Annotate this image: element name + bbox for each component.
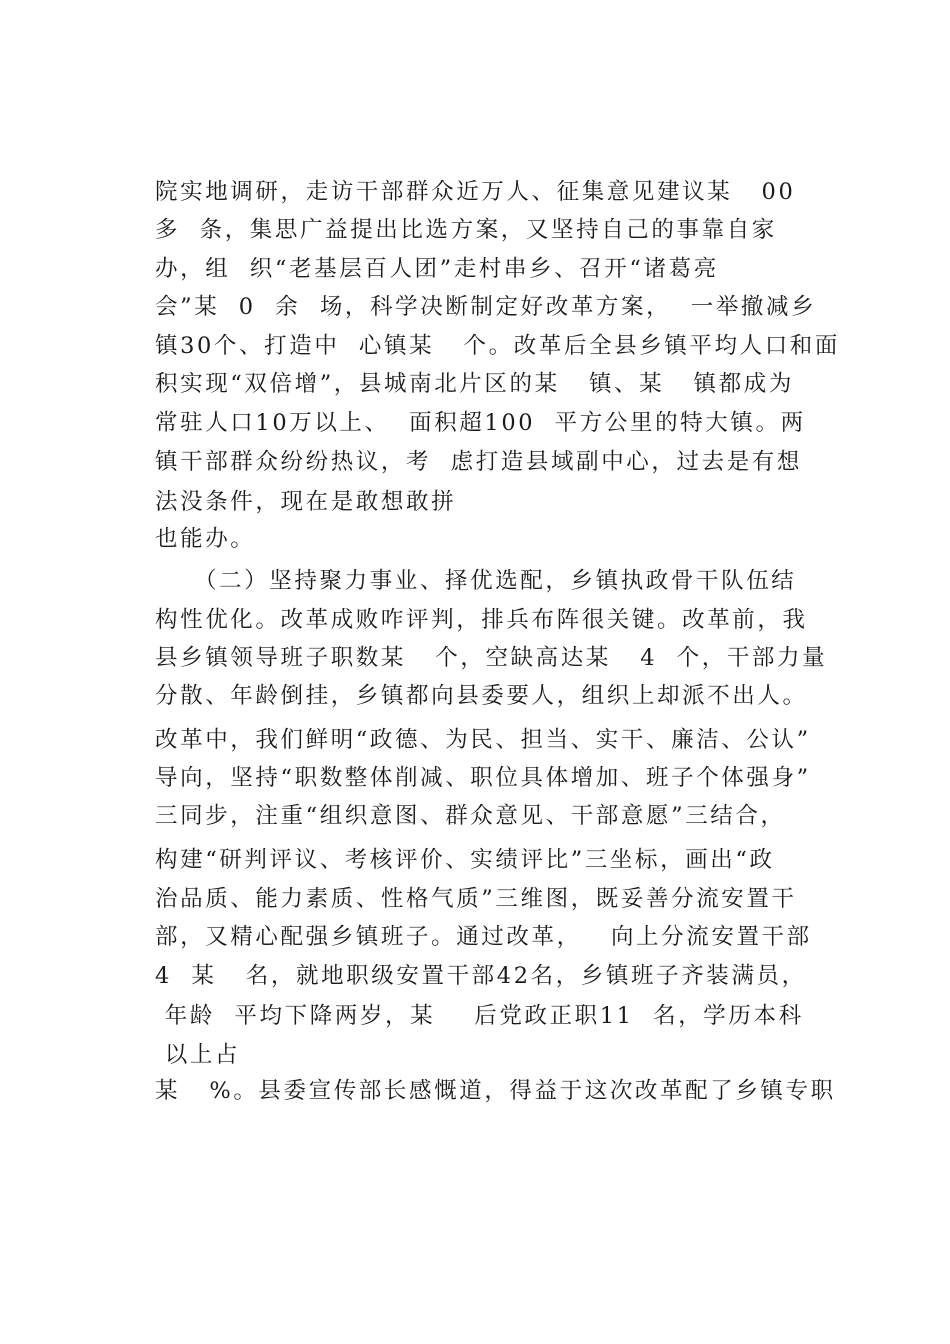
text-line: 4 某 名，就地职级安置干部42名，乡镇班子齐装满员， [155, 963, 807, 989]
text-line: 以上占 [155, 1042, 241, 1068]
text-line: 部，又精心配强乡镇班子。通过改革， 向上分流安置干部 [155, 924, 812, 950]
text-line: 也能办。 [155, 526, 256, 552]
text-line: 构建“研判评议、考核评价、实绩评比”三坐标，画出“政 [155, 847, 775, 873]
text-line: 三同步，注重“组织意图、群众意见、干部意愿”三结合， [155, 803, 786, 829]
text-line: 镇30个、打造中 心镇某 个。改革后全县乡镇平均人口和面 [155, 333, 840, 359]
text-line: 某 %。县委宣传部长感慨道，得益于这次改革配了乡镇专职 [155, 1078, 836, 1104]
text-line: 会”某 0 余 场，科学决断制定好改革方案， 一举撤减乡 [155, 294, 817, 320]
text-line: 县乡镇领导班子职数某 个，空缺高达某 4 个，干部力量 [155, 645, 828, 671]
text-line: 改革中，我们鲜明“政德、为民、担当、实干、廉洁、公认” [155, 727, 811, 753]
paragraph-first-line: （二）坚持聚力事业、择优选配，乡镇执政骨干队伍结 [155, 568, 797, 594]
text-line: 镇干部群众纷纷热议，考 虑打造县域副中心，过去是有想 [155, 449, 803, 475]
text-line: 分散、年龄倒挂，乡镇都向县委要人，组织上却派不出人。 [155, 683, 808, 709]
text-line: 常驻人口10万以上、 面积超100 平方公里的特大镇。两 [155, 410, 806, 436]
text-line: 年龄 平均下降两岁，某 后党政正职11 名，学历本科 [155, 1003, 804, 1029]
text-line: 构性优化。改革成败咋评判，排兵布阵很关键。改革前，我 [155, 607, 808, 633]
text-line: 多 条，集思广益提出比选方案，又坚持自己的事靠自家 [155, 217, 777, 243]
text-line: 积实现“双倍增”，县城南北片区的某 镇、某 镇都成为 [155, 371, 794, 397]
text-line: 院实地调研，走访干部群众近万人、征集意见建议某 00 [155, 179, 796, 205]
text-line: 治品质、能力素质、性格气质”三维图，既妥善分流安置干 [155, 886, 797, 912]
text-line: 法没条件，现在是敢想敢拼 [155, 489, 457, 515]
text-line: 导向，坚持“职数整体削减、职位具体增加、班子个体强身” [155, 765, 811, 791]
text-line: 办，组 织“老基层百人团”走村串乡、召开“诸葛亮 [155, 256, 719, 282]
